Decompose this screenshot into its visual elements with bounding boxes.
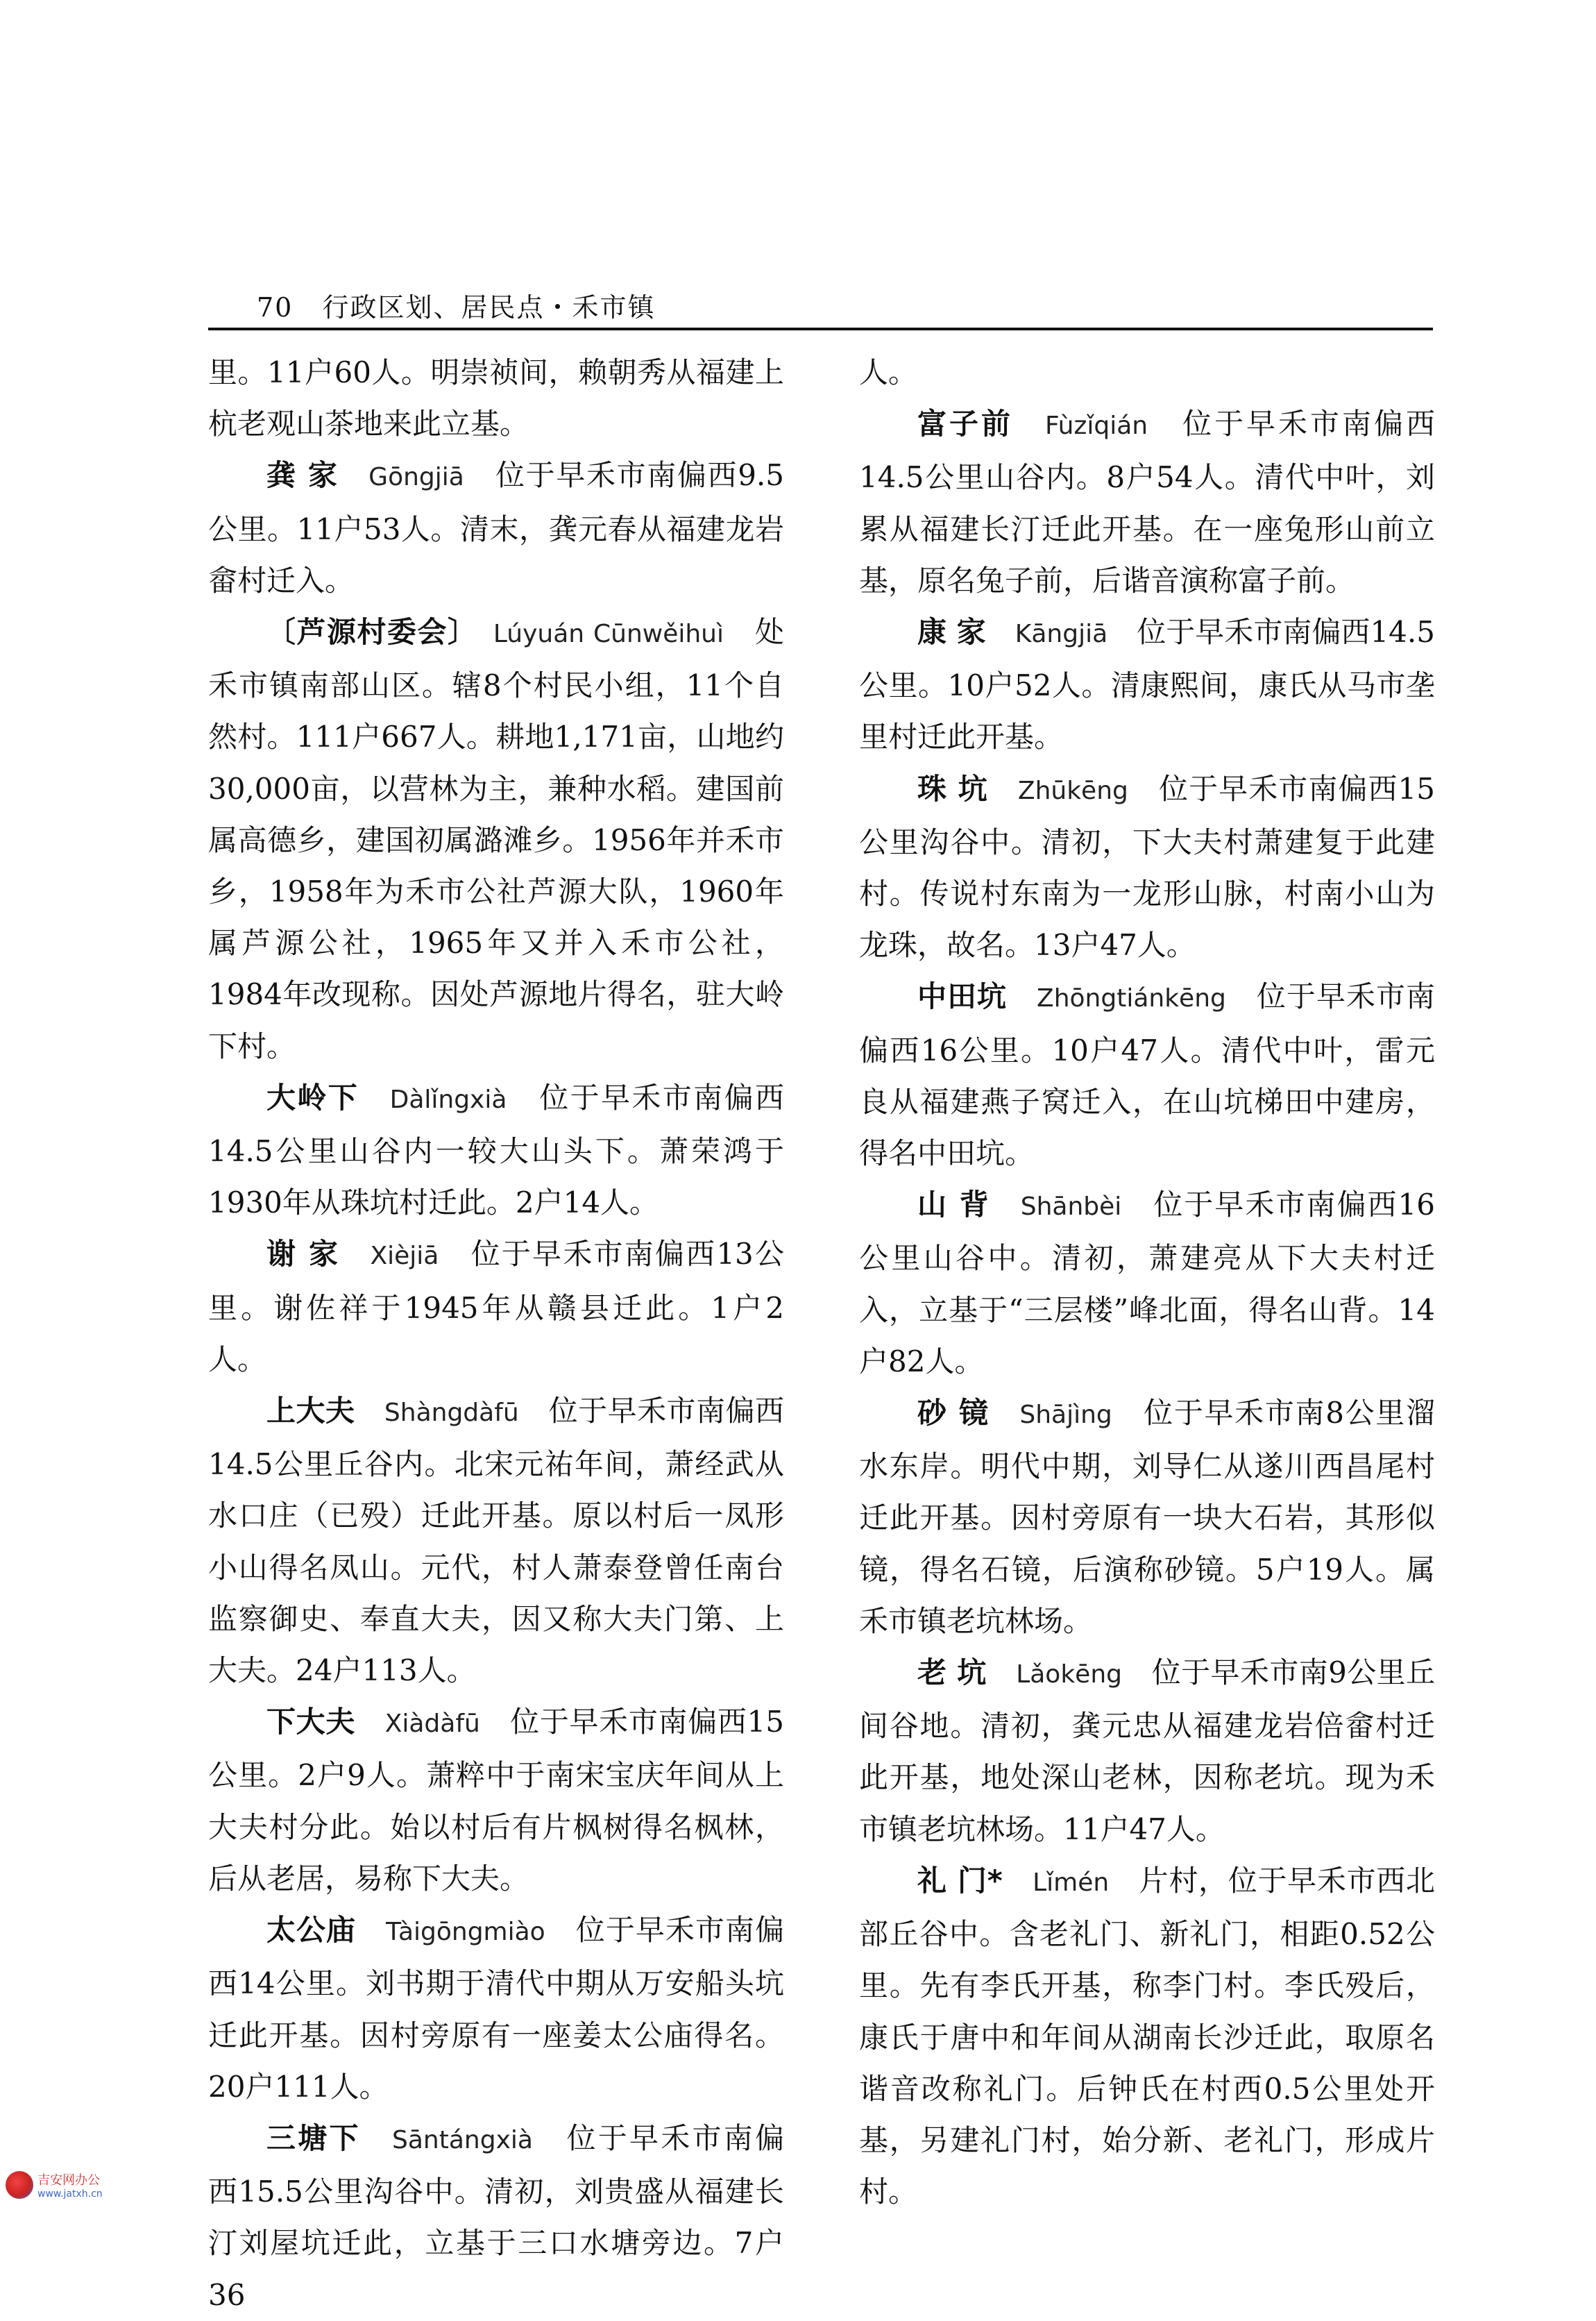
- entry-pinyin: Fùzǐqián: [1044, 412, 1148, 441]
- entry-text: 位于早禾市南8公里溜水东岸。明代中期，刘导仁从遂川西昌尾村迁此开基。因村旁原有一块大石岩，其形似镜，得名石镜，后演称砂镜。5户19人。属禾市镇老坑林场。: [859, 1396, 1435, 1638]
- entry-pinyin: Tàigōngmiào: [386, 1918, 545, 1947]
- entry-pinyin: Dàlǐngxià: [389, 1085, 507, 1114]
- entry-headword: 礼 门*: [917, 1863, 1003, 1898]
- entry: [208, 1385, 784, 1696]
- entry-pinyin: Lúyuán Cūnwěihuì: [493, 620, 724, 649]
- watermark-url: www.jatxh.cn: [37, 2188, 103, 2200]
- entry-headword: 中田坑: [917, 979, 1008, 1014]
- left-column: [208, 347, 784, 2321]
- entry: [208, 1072, 784, 1229]
- continuation-text: 里。11户60人。明崇祯间，赖朝秀从福建上杭老观山茶地来此立基。: [208, 355, 784, 441]
- entry-headword: 大岭下: [266, 1080, 359, 1115]
- entry-headword: 下大夫: [266, 1705, 356, 1739]
- entry: [859, 607, 1435, 763]
- entry-pinyin: Lǐmén: [1033, 1868, 1110, 1897]
- entry-pinyin: Shàngdàfū: [384, 1399, 519, 1428]
- entry-headword: 〔芦源村委会〕: [266, 615, 464, 650]
- entry-headword: 砂 镜: [917, 1396, 990, 1430]
- entry: [208, 1696, 784, 1905]
- entry-pinyin: Gōngjiā: [368, 463, 464, 492]
- entry-text: 片村，位于早禾市西北部丘谷中。含老礼门、新礼门，相距0.52公里。先有李氏开基，称李门村。李氏殁后，康氏于唐中和年间从湖南长沙迁此，取原名谐音改称礼门。后钟氏在村西0.5公里处开基，另建礼门村，始分新、老礼门，形成片村。: [859, 1863, 1435, 2209]
- entry-text: 位于早禾市南偏西15公里沟谷中。清初，下大夫村萧建复于此建村。传说村东南为一龙形山脉，村南小山为龙珠，故名。13户47人。: [859, 771, 1435, 963]
- header-rule: [208, 328, 1433, 330]
- entry-text: 位于早禾市南9公里丘间谷地。清初，龚元忠从福建龙岩倍畲村迁此开基，地处深山老林，因称老坑。现为禾市镇老坑林场。11户47人。: [859, 1655, 1435, 1846]
- entry-text: 位于早禾市南偏西14.5公里山谷内。8户54人。清代中叶，刘累从福建长汀迁此开基。在一座兔形山前立基，原名兔子前，后谐音演称富子前。: [859, 407, 1435, 598]
- entry-text: 位于早禾市南偏西14.5公里。10户52人。清康熙间，康氏从马市垄里村迁此开基。: [859, 615, 1435, 754]
- entry: [859, 1179, 1435, 1387]
- entry: [859, 1855, 1435, 2218]
- entry-text: 位于早禾市南偏西15公里。2户9人。萧粹中于南宋宝庆年间从上大夫村分此。始以村后有片枫树得名枫林，后从老居，易称下大夫。: [208, 1705, 784, 1896]
- entry-headword: 山 背: [917, 1188, 990, 1222]
- section-title: 行政区划、居民点・禾市镇: [322, 292, 656, 323]
- entry-pinyin: Lǎokēng: [1016, 1660, 1122, 1689]
- watermark: [6, 2164, 179, 2206]
- site-logo-icon: [6, 2171, 33, 2199]
- entry-text: 位于早禾市南偏西9.5公里。11户53人。清末，龚元春从福建龙岩畲村迁入。: [208, 458, 784, 598]
- entry: [859, 1647, 1435, 1855]
- entry-headword: 老 坑: [917, 1655, 987, 1690]
- entry-headword: 上大夫: [266, 1394, 355, 1428]
- entry-text: 位于早禾市南偏西16公里。10户47人。清代中叶，雷元良从福建燕子窝迁入，在山坑梯田中建房，得名中田坑。: [859, 979, 1435, 1171]
- entry-text: 位于早禾市南偏西16公里山谷中。清初，萧建亮从下大夫村迁入，立基于“三层楼”峰北面，得名山背。14户82人。: [859, 1188, 1435, 1378]
- entry-headword: 康 家: [917, 615, 986, 650]
- entry-text: 位于早禾市南偏西15.5公里沟谷中。清初，刘贵盛从福建长汀刘屋坑迁此，立基于三口水塘旁边。7户36: [208, 2120, 784, 2312]
- entry-pinyin: Kāngjiā: [1015, 620, 1108, 649]
- entry-pinyin: Sāntángxià: [392, 2125, 533, 2154]
- entry-headword: 珠 坑: [917, 771, 988, 806]
- entry-headword: 龚 家: [266, 458, 339, 493]
- entry-text: 位于早禾市南偏西14公里。刘书期于清代中期从万安船头坑迁此开基。因村旁原有一座姜太公庙得名。20户111人。: [208, 1913, 784, 2104]
- entry-pinyin: Zhōngtiánkēng: [1037, 984, 1226, 1013]
- entry: [859, 971, 1435, 1179]
- entry-headword: 三塘下: [266, 2120, 361, 2155]
- entry: [859, 1387, 1435, 1647]
- running-head: [257, 286, 655, 324]
- entry-pinyin: Zhūkēng: [1017, 776, 1128, 805]
- entry-text: 处禾市镇南部山区。辖8个村民小组，11个自然村。111户667人。耕地1,171亩，山地约30,000亩，以营林为主，兼种水稻。建国前属高德乡，建国初属潞滩乡。1956年并禾市乡，1958年为禾市公社芦源大队，1960年属芦源公社，1965年又并入禾市公社，1984年改现称。因处芦源地片得名，驻大岭下村。: [208, 615, 784, 1063]
- entry-text: 位于早禾市南偏西13公里。谢佐祥于1945年从赣县迁此。1户2人。: [208, 1237, 784, 1376]
- right-column: [859, 347, 1435, 2218]
- entry: [208, 2113, 784, 2321]
- entry-headword: 太公庙: [266, 1913, 357, 1948]
- entry: [208, 450, 784, 607]
- entry-headword: 谢 家: [266, 1237, 340, 1272]
- entry: [208, 1905, 784, 2113]
- entry: [208, 607, 784, 1072]
- page-number: 70: [257, 292, 294, 323]
- entry-headword: 富子前: [917, 407, 1013, 441]
- entry-pinyin: Xièjiā: [370, 1242, 439, 1271]
- entry-text: 位于早禾市南偏西14.5公里山谷内一较大山头下。萧荣鸿于1930年从珠坑村迁此。2户14人。: [208, 1080, 784, 1220]
- entry-pinyin: Shājìng: [1019, 1401, 1112, 1430]
- entry-pinyin: Shānbèi: [1020, 1192, 1122, 1222]
- entry: [859, 398, 1435, 607]
- watermark-name: 吉安网办公: [37, 2173, 100, 2188]
- continuation-text: 人。: [859, 355, 918, 389]
- entry: [859, 763, 1435, 972]
- entry-text: 位于早禾市南偏西14.5公里丘谷内。北宋元祐年间，萧经武从水口庄（已殁）迁此开基。原以村后一凤形小山得名凤山。元代，村人萧泰登曾任南台监察御史、奉直大夫，因又称大夫门第、上大夫。24户113人。: [208, 1394, 784, 1688]
- entry: [208, 1229, 784, 1385]
- entry-pinyin: Xiàdàfū: [384, 1710, 480, 1739]
